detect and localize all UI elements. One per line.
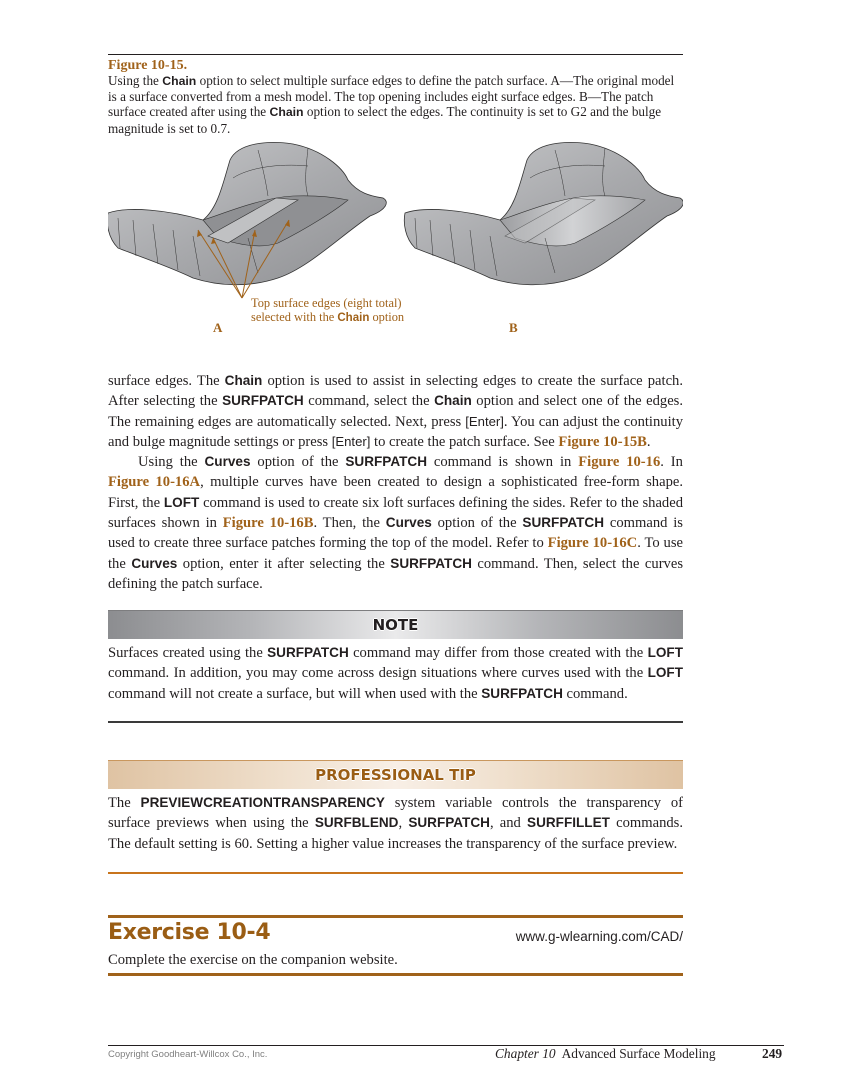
- text-run: command will not create a surface, but will when used with the: [108, 685, 482, 702]
- command-name: SURFPATCH: [390, 555, 472, 571]
- command-name: SURFPATCH: [222, 393, 304, 409]
- text-run: command. Then, select the curves defining the patch surface.: [108, 555, 684, 592]
- command-name: Curves: [385, 515, 432, 531]
- text-run: . In: [660, 454, 683, 471]
- text-run: command is shown in: [427, 454, 579, 471]
- command-name: SURFPATCH: [408, 815, 490, 831]
- callout-text: selected with the: [251, 309, 338, 324]
- callout-text: option: [369, 309, 405, 324]
- text-run: , and: [489, 815, 528, 832]
- text-run: commands. The default setting is 60. Setting a higher value increases the transparency of the surface preview.: [108, 815, 683, 852]
- command-name: Curves: [131, 555, 178, 571]
- exercise-bottom-rule: [108, 973, 683, 976]
- text-run: option, enter it after selecting the: [177, 555, 391, 572]
- callout-line-1: Top surface edges (eight total): [251, 296, 402, 310]
- text-run: option to select multiple surface edges to define the patch surface. A—The original model is a surface converted from a mesh model. The top opening includes eight surface edges. B—The patch surface created after using the: [108, 73, 675, 120]
- professional-tip-title: PROFESSIONAL TIP: [315, 766, 476, 784]
- chapter-title: Advanced Surface Modeling: [561, 1046, 716, 1061]
- figure-reference[interactable]: Figure 10-16C: [547, 535, 638, 552]
- body-text: [108, 371, 683, 594]
- text-run: command is used to create three surface patches forming the top of the model. Refer to: [108, 515, 683, 552]
- text-run: command, select the: [303, 393, 435, 410]
- note-bottom-rule: [108, 721, 683, 723]
- command-name: SURFPATCH: [522, 515, 605, 531]
- note-title: NOTE: [372, 616, 419, 634]
- text-run: option to select the edges. The continuity is set to G2 and the bulge magnitude is set to 0.7.: [108, 104, 662, 136]
- text-run: option and select one of the edges. The remaining edges are automatically selected. Next, press: [108, 393, 684, 430]
- command-name: SURFPATCH: [267, 645, 349, 660]
- exercise-text: Complete the exercise on the companion website.: [108, 952, 398, 968]
- command-name: SURFPATCH: [481, 685, 563, 701]
- text-run: . Then, the: [313, 515, 386, 532]
- text-run: .: [646, 433, 651, 450]
- footer-chapter: [495, 1046, 716, 1062]
- command-name: Chain: [162, 74, 197, 88]
- text-run: . You can adjust the continuity and bulge magnitude settings or press: [108, 413, 683, 450]
- callout-line-2: [251, 311, 404, 326]
- figure-reference[interactable]: Figure 10-15B: [558, 433, 647, 450]
- command-name: Chain: [224, 373, 263, 388]
- text-run: . To use the: [108, 535, 683, 572]
- text-run: option of the: [431, 515, 523, 532]
- footer-copyright: Copyright Goodheart-Willcox Co., Inc.: [108, 1049, 268, 1060]
- model-b-patched-surface: [404, 142, 683, 284]
- command-name: SURFFILLET: [527, 815, 610, 831]
- note-text: [108, 643, 683, 704]
- tip-bottom-rule: [108, 872, 683, 874]
- text-run: command. In addition, you may come across design situations where curves used with the: [108, 665, 648, 682]
- text-run: ,: [398, 815, 409, 832]
- text-run: Using the: [138, 454, 205, 471]
- key-name: [Enter]: [465, 413, 504, 429]
- figure-reference[interactable]: Figure 10-16B: [222, 515, 314, 532]
- text-run: The: [108, 795, 141, 811]
- text-run: , multiple curves have been created to design a sophisticated free-form shape. First, the: [108, 474, 683, 511]
- figure-reference[interactable]: Figure 10-16: [578, 454, 661, 471]
- exercise-title: Exercise 10-4: [108, 920, 271, 945]
- professional-tip-text: [108, 793, 683, 854]
- command-name: LOFT: [647, 645, 683, 660]
- page-number: 249: [762, 1046, 783, 1061]
- key-name: [Enter]: [331, 433, 371, 449]
- top-rule: [108, 54, 683, 55]
- text-run: system variable controls the transparency of surface previews when using the: [108, 795, 683, 832]
- text-run: Surfaces created using the: [108, 645, 268, 661]
- command-name: SURFBLEND: [314, 815, 399, 831]
- command-name: Curves: [204, 454, 251, 470]
- command-name: PREVIEWCREATIONTRANSPARENCY: [140, 795, 385, 810]
- figure-caption: [108, 73, 683, 136]
- command-name: SURFPATCH: [345, 454, 427, 470]
- figure-title: Figure 10-15.: [108, 58, 188, 73]
- figure-callout: [251, 297, 404, 325]
- exercise-url-link[interactable]: www.g-wlearning.com/CAD/: [515, 929, 683, 944]
- exercise-top-rule: [108, 915, 683, 918]
- figure-label-b: B: [509, 320, 518, 335]
- text-run: surface edges. The: [108, 373, 225, 389]
- command-name: Chain: [434, 393, 472, 409]
- figure-reference[interactable]: Figure 10-16A: [108, 474, 201, 491]
- text-run: command may differ from those created with the: [348, 645, 648, 661]
- text-run: option of the: [250, 454, 346, 471]
- chapter-label: Chapter 10: [495, 1046, 556, 1061]
- paragraph-2: [108, 452, 683, 594]
- model-a-original-surface: [108, 142, 386, 298]
- text-run: command is used to create six loft surfaces defining the sides. Refer to the shaded surfaces shown in: [108, 494, 684, 532]
- command-name: LOFT: [163, 494, 200, 510]
- text-run: to create the patch surface. See: [370, 433, 559, 450]
- note-header: [108, 610, 683, 639]
- paragraph-1: [108, 371, 683, 452]
- command-name: Chain: [269, 105, 304, 120]
- callout-bold: Chain: [337, 311, 370, 324]
- figure-label-a: A: [213, 320, 223, 335]
- text-run: option is used to assist in selecting edges to create the surface patch. After selecting the: [108, 373, 683, 410]
- text-run: command.: [562, 685, 628, 702]
- command-name: LOFT: [647, 665, 683, 681]
- professional-tip-header: [108, 760, 683, 789]
- text-run: Using the: [108, 73, 163, 88]
